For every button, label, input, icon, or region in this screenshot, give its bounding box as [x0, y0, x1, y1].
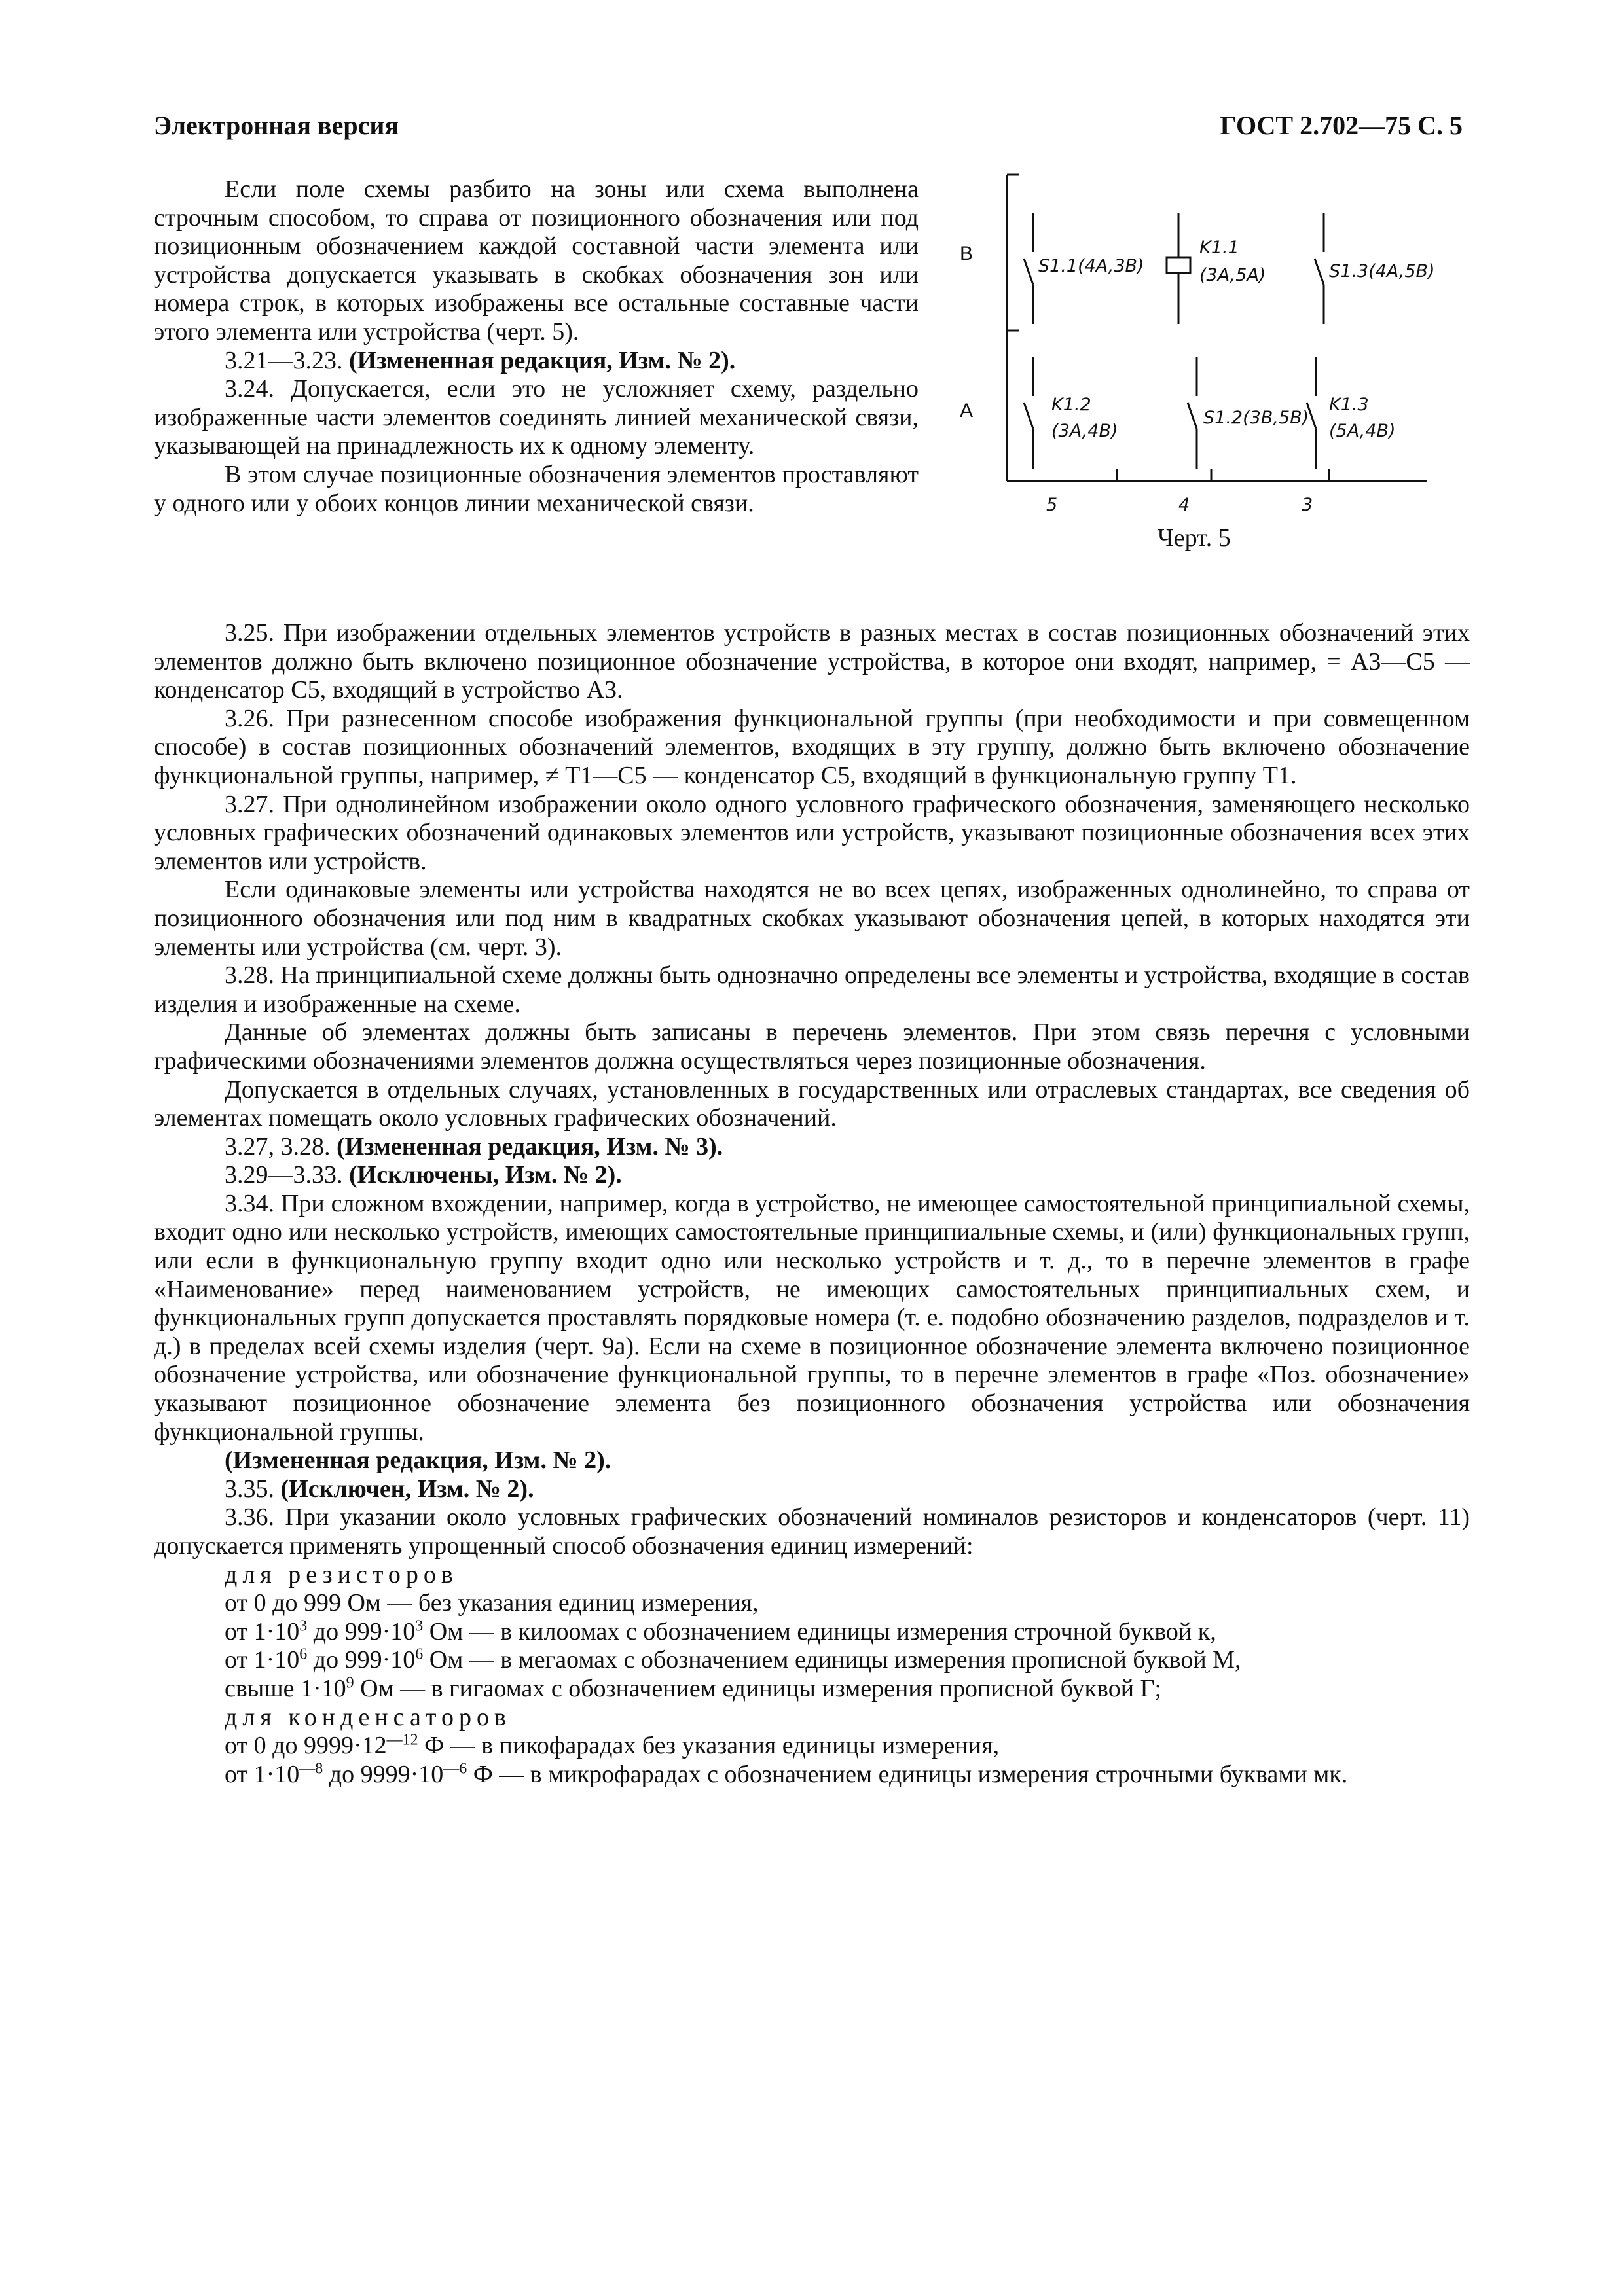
relay-coil-k1-1: [1167, 213, 1190, 324]
paragraph-3-36: 3.36. При указании около условных графических обозначений номиналов резисторов и конденсаторов (черт. 11) допускается применять упрощенный способ обозначения единиц измерений:: [154, 1503, 1470, 1560]
paragraph-3-28: 3.28. На принципиальной схеме должны быть однозначно определены все элементы и устройства, входящие в состав изделия и изображенные на схеме.: [154, 961, 1470, 1018]
resistors-heading: для резисторов: [225, 1560, 458, 1588]
paragraph-excluded-3-29: 3.29—3.33. (Исключены, Изм. № 2).: [225, 1161, 622, 1189]
row-label-4: 4: [1178, 495, 1190, 515]
paragraph-3-24: 3.24. Допускается, если это не усложняет схему, раздельно изображенные части элементов соединять линией механической связи, указывающей на принадлежность их к одному элементу.: [154, 375, 919, 460]
label-k1-1: K1.1: [1199, 238, 1239, 258]
switch-s1-1: [1024, 213, 1033, 324]
paragraph-amend-3: 3.27, 3.28. (Измененная редакция, Изм. № 3).: [225, 1132, 723, 1160]
header-standard: ГОСТ 2.702—75 С. 5: [1220, 111, 1463, 140]
paragraph-zones: Если поле схемы разбито на зоны или схема выполнена строчным способом, то справа от позиционного обозначения или под позиционным обозначением каждой составной части элемента или устройства допускается указывать в скобках обозначения зон или номера строк, в которых изображены все остальные составные части этого элемента или устройства (черт. 5).: [154, 175, 919, 346]
label-k1-2-ref: (3A,4B): [1051, 421, 1118, 441]
capacitors-range-2: от $1\cdot 10^{—8}$ до $9999\cdot 10^{—6}$ Ф — в микрофарадах с обозначением единицы измерения строчными буквами мк.: [225, 1760, 1348, 1788]
resistors-range-1: от 0 до 999 Ом — без указания единиц измерения,: [225, 1589, 759, 1617]
label-k1-1-ref: (3A,5A): [1199, 265, 1266, 285]
switch-s1-3: [1315, 213, 1324, 324]
figure-5: [956, 167, 1506, 560]
label-k1-3: K1.3: [1329, 395, 1369, 415]
paragraph-3-21: 3.21—3.23. (Измененная редакция, Изм. № 2).: [225, 346, 736, 374]
paragraph-mech-link: В этом случае позиционные обозначения элементов проставляют у одного или у обоих концов линии механической связи.: [154, 460, 919, 517]
switch-s1-2: [1188, 357, 1197, 469]
text-column-upper: [154, 175, 919, 518]
label-k1-3-ref: (5A,4B): [1329, 421, 1396, 441]
paragraph-3-26: 3.26. При разнесенном способе изображения функциональной группы (при необходимости и при совмещенном способе) в состав позиционных обозначений элементов, входящих в эту группу, должно быть включено обозначение функциональной группы, например, ≠ T1—C5 — конденсатор C5, входящий в функциональную группу T1.: [154, 704, 1470, 789]
contact-k1-2: [1024, 357, 1033, 469]
paragraph-3-34: 3.34. При сложном вхождении, например, когда в устройство, не имеющее самостоятельной принципиальной схемы, входит одно или несколько устройств, имеющих самостоятельные принципиальные схемы, и (или) функциональных групп, или если в функциональную группу входит одно или несколько устройств и т. д., то в перечне элементов в графе «Наименование» перед наименованием устройств, не имеющих самостоятельных принципиальных схем, и функциональных групп допускается проставлять порядковые номера (т. е. подобно обозначению разделов, подразделов и т. д.) в пределах всей схемы изделия (черт. 9а). Если на схеме в позиционное обозначение элемента включено позиционное обозначение устройства, или обозначение функциональной группы, то в перечне элементов в графе «Поз. обозначение» указывают позиционное обозначение элемента без позиционного обозначения устройства или обозначения функциональной группы.: [154, 1189, 1470, 1446]
label-s1-3: S1.3(4A,5B): [1329, 261, 1435, 281]
label-s1-1: S1.1(4A,3B): [1038, 256, 1144, 276]
paragraph-single-line: Если одинаковые элементы или устройства находятся не во всех цепях, изображенных однолинейно, то справа от позиционного обозначения или под ним в квадратных скобках указывают обозначения цепей, в которых находятся эти элементы или устройства (см. черт. 3).: [154, 876, 1470, 961]
label-s1-2: S1.2(3B,5B): [1203, 408, 1309, 428]
paragraph-3-27: 3.27. При однолинейном изображении около одного условного графического обозначения, заменяющего несколько условных графических обозначений одинаковых элементов или устройств, указывают позиционные обозначения всех этих элементов или устройств.: [154, 790, 1470, 875]
text-column-main: [154, 619, 1470, 1789]
zone-label-b: B: [960, 243, 974, 264]
row-label-3: 3: [1302, 495, 1313, 515]
resistors-range-2: от $1\cdot 10^3$ до $999\cdot 10^3$ Ом — в килоомах с обозначением единицы измерения строчной буквой к,: [225, 1617, 1216, 1645]
label-k1-2: K1.2: [1051, 395, 1091, 415]
figure-5-diagram: [956, 167, 1506, 560]
paragraph-excluded-3-35: 3.35. (Исключен, Изм. № 2).: [225, 1475, 534, 1503]
capacitors-heading: для конденсаторов: [225, 1703, 511, 1731]
row-label-5: 5: [1046, 495, 1058, 515]
paragraph-standards: Допускается в отдельных случаях, установленных в государственных или отраслевых стандартах, все сведения об элементах помещать около условных графических обозначений.: [154, 1075, 1470, 1132]
paragraph-element-list: Данные об элементах должны быть записаны в перечень элементов. При этом связь перечня с условными графическими обозначениями элементов должна осуществляться через позиционные обозначения.: [154, 1018, 1470, 1075]
resistors-range-3: от $1\cdot 10^6$ до $999\cdot 10^6$ Ом — в мегаомах с обозначением единицы измерения прописной буквой М,: [225, 1645, 1241, 1674]
paragraph-3-25: 3.25. При изображении отдельных элементов устройств в разных местах в состав позиционных обозначений этих элементов должно быть включено позиционное обозначение устройства, в которое они входят, например, = A3—C5 — конденсатор C5, входящий в устройство A3.: [154, 619, 1470, 704]
header-version: Электронная версия: [154, 111, 399, 140]
resistors-range-4: свыше $1\cdot 10^9$ Ом — в гигаомах с обозначением единицы измерения прописной буквой Г;: [225, 1674, 1162, 1702]
paragraph-amend-2: (Измененная редакция, Изм. № 2).: [225, 1446, 611, 1475]
figure-5-caption: Черт. 5: [1158, 524, 1231, 552]
capacitors-range-1: от 0 до $9999\cdot 12^{—12}$ Ф — в пикофарадах без указания единицы измерения,: [225, 1731, 1000, 1760]
zone-label-a: A: [960, 400, 974, 422]
